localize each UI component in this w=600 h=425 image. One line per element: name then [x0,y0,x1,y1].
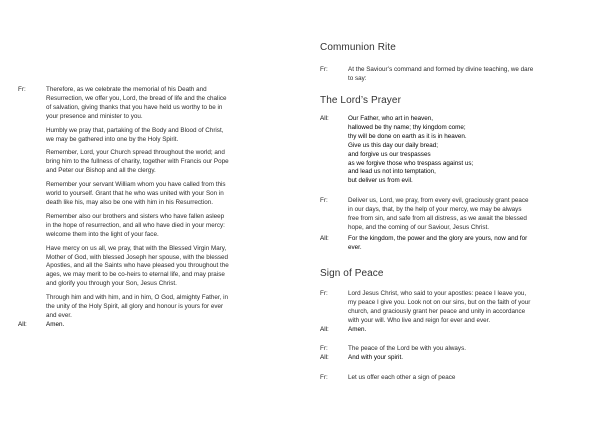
entry-text: The peace of the Lord be with you always. [348,345,466,352]
communion-rite-heading: Communion Rite [320,42,396,53]
sign-of-peace-heading: Sign of Peace [320,268,384,279]
speaker-label: Fr: [320,290,328,297]
entry-text: At the Saviour’s command and formed by divine teaching, we dare to say: [348,66,534,82]
speaker-label: All: [320,326,329,333]
entry-text: Deliver us, Lord, we pray, from every evil, graciously grant peace in our days, that, by the help of your mercy, we may be always free from sin, and safe from all distress, as we await the blessed hope, and the coming of our Saviour, Jesus Christ. [348,197,529,231]
entry-text: Let us offer each other a sign of peace [348,374,456,381]
communion-fr-entry [320,66,585,84]
speaker-label: Fr: [320,197,328,204]
eucharistic-prayer-block [18,86,290,330]
entry-text: Lord Jesus Christ, who said to your apostles: peace I leave you, my peace I give you. Look not on our sins, but on the faith of your church, and graciously grant her peace and unity in accordance with your will. Who live and reign for ever and ever. [348,290,531,324]
speaker-label: All: [320,115,329,122]
peace-fr-entry [320,290,585,326]
speaker-label: Fr: [18,86,26,93]
deliver-us-entry [320,197,585,233]
paragraph: Remember your servant William whom you have called from this world to yourself. Grant that he who was united with your Son in death like his, may also be one with him in his Resurrection. [46,181,226,206]
peace-amen-entry [320,326,585,335]
entry-text: And with your spirit. [348,354,403,361]
paragraph: Remember, Lord, your Church spread throughout the world; and bring him to the fullness of charity, together with Francis our Pope and Peter our Bishop and all the clergy. [46,149,229,175]
offer-sign-entry [320,374,585,383]
speaker-label: Fr: [320,374,328,381]
paragraph: Therefore, as we celebrate the memorial of his Death and Resurrection, we offer you, Lord, the bread of life and the chalice of salvation, giving thanks that you have held us worthy to be in your presence and minister to you. [46,86,227,120]
speaker-label: Fr: [320,66,328,73]
with-your-spirit-entry [320,354,585,363]
lords-prayer-heading: The Lord’s Prayer [320,95,401,106]
paragraph: Humbly we pray that, partaking of the Body and Blood of Christ, we may be gathered into one by the Holy Spirit. [46,126,224,143]
response-amen [18,321,290,330]
speaker-label: Fr: [320,345,328,352]
entry-text: Our Father, who art in heaven, hallowed be thy name; thy kingdom come; thy will be done on earth as it is in heaven. Give us this day our daily bread; and forgive us our trespasses as we forgive those who trespass against us; and lead us not into temptation, but deliver us from evil. [348,115,474,185]
speaker-label: All: [320,235,329,242]
entry-text: Amen. [348,326,367,333]
kingdom-entry [320,235,585,253]
paragraph: Have mercy on us all, we pray, that with the Blessed Virgin Mary, Mother of God, with blessed Joseph her spouse, with the blessed Apostles, and all the Saints who have pleased you throughout the ages, we may merit to be co-heirs to eternal life, and may praise and glorify you through your Son, Jesus Christ. [46,244,229,288]
speaker-label: All: [18,320,27,328]
entry-text: For the kingdom, the power and the glory are yours, now and for ever. [348,235,528,251]
peace-of-lord-entry [320,345,585,354]
response-text: Amen. [46,320,65,328]
lords-prayer-entry [320,115,585,186]
speaker-label: All: [320,354,329,361]
paragraph: Through him and with him, and in him, O God, almighty Father, in the unity of the Holy Spirit, all glory and honour is yours for ever and ever. [46,294,228,319]
paragraph: Remember also our brothers and sisters who have fallen asleep in the hope of resurrection, and all who have died in your mercy: welcome them into the light of your face. [46,212,225,238]
